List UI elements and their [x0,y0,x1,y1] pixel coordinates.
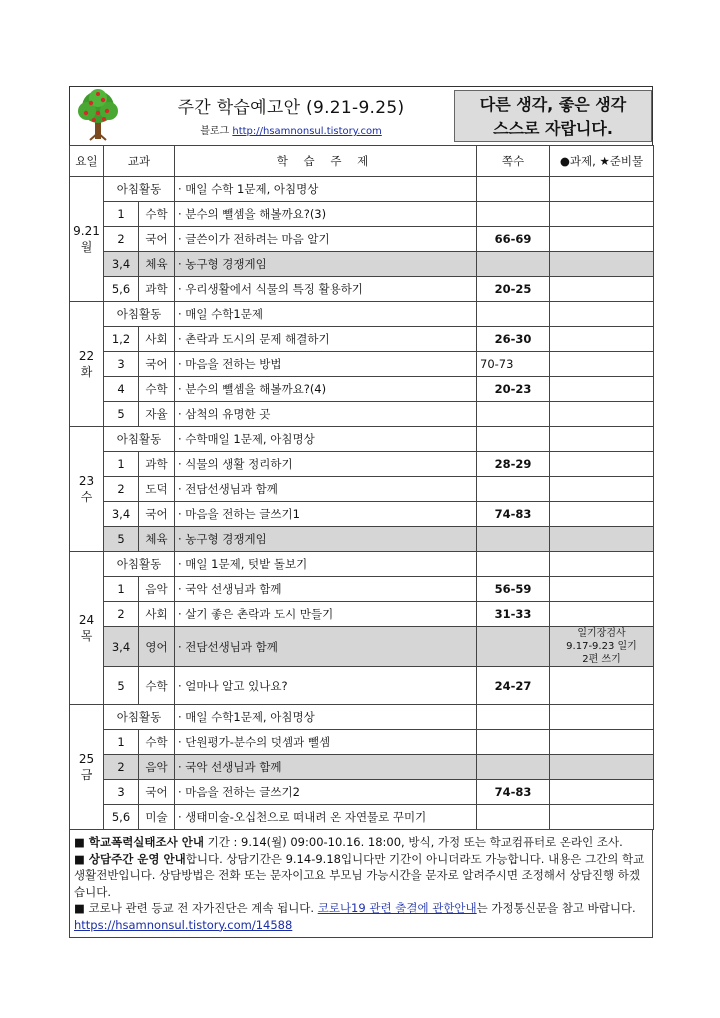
notes-cell [550,780,654,805]
period-cell: 1 [104,577,139,602]
motto-line-1: 다른 생각, 좋은 생각 [479,95,627,114]
table-row [70,755,654,780]
period-cell: 3 [104,780,139,805]
period-cell: 3 [104,352,139,377]
table-row [70,667,654,705]
notes-cell [550,552,654,577]
notes-cell [550,277,654,302]
subject-cell: 국어 [139,502,175,527]
subject-cell: 과학 [139,277,175,302]
notes-cell [550,202,654,227]
notice-2-text: 합니다. 상담기간은 9.14-9.18입니다만 기간이 아니더라도 가능합니다. 내용은 그간의 학교생활전반입니다. 상담방법은 전화 또는 문자이고요 부모님 가능시간을 문자로 알려주시면 조정해서 상담진행 하겠습니다. [74,851,645,899]
table-row [70,402,654,427]
pages-cell: 24-27 [477,667,550,705]
period-cell: 아침활동 [104,177,175,202]
topic-cell: · 분수의 뺄셈을 해볼까요?(4) [175,377,477,402]
notes-cell [550,627,654,667]
pages-cell: 74-83 [477,780,550,805]
pages-cell [477,527,550,552]
col-header-day: 요일 [70,146,104,177]
period-cell: 3,4 [104,502,139,527]
motto-line-2: 스스로 자랍니다. [493,119,613,138]
table-row [70,452,654,477]
topic-cell: · 생태미술-오십천으로 떠내려 온 자연물로 꾸미기 [175,805,477,830]
day-cell [70,427,104,552]
subject-cell: 수학 [139,667,175,705]
notes-cell [550,427,654,452]
period-cell: 5 [104,402,139,427]
table-row [70,730,654,755]
period-cell: 3,4 [104,627,139,667]
notes-cell [550,527,654,552]
pages-cell [477,705,550,730]
subject-cell: 체육 [139,252,175,277]
col-header-notes: ●과제, ★준비물 [550,146,654,177]
notes-cell [550,352,654,377]
table-row [70,302,654,327]
document-header [69,86,653,145]
period-cell: 아침활동 [104,705,175,730]
subject-cell: 도덕 [139,477,175,502]
table-row [70,552,654,577]
notes-cell [550,402,654,427]
table-row [70,252,654,277]
pages-cell [477,427,550,452]
notice-3-text: ■ 코로나 관련 등교 전 자가진단은 계속 됩니다. [74,901,318,915]
period-cell: 5,6 [104,277,139,302]
table-row [70,327,654,352]
day-cell [70,177,104,302]
topic-cell: · 삼척의 유명한 곳 [175,402,477,427]
period-cell: 2 [104,755,139,780]
table-row [70,577,654,602]
topic-cell: · 마음을 전하는 방법 [175,352,477,377]
subject-cell: 음악 [139,755,175,780]
day-weekday: 수 [80,490,93,504]
table-row [70,705,654,730]
notices-section [69,830,653,938]
page-title: 주간 학습예고안 (9.21-9.25) [177,98,405,118]
notes-cell [550,452,654,477]
table-row [70,377,654,402]
period-cell: 1 [104,452,139,477]
day-weekday: 월 [80,240,93,254]
period-cell: 3,4 [104,252,139,277]
topic-cell: · 매일 수학 1문제, 아침명상 [175,177,477,202]
topic-cell: · 살기 좋은 촌락과 도시 만들기 [175,602,477,627]
subject-cell: 사회 [139,327,175,352]
period-cell: 2 [104,602,139,627]
pages-cell [477,402,550,427]
homework-note-line: 일기장검사 [577,628,626,639]
schedule-table [69,145,654,830]
subject-cell: 수학 [139,730,175,755]
subject-cell: 수학 [139,377,175,402]
subject-cell: 사회 [139,602,175,627]
topic-cell: · 전담선생님과 함께 [175,627,477,667]
day-date: 23 [78,474,95,488]
topic-cell: · 단원평가-분수의 덧셈과 뺄셈 [175,730,477,755]
motto-box [454,90,652,142]
period-cell: 5,6 [104,805,139,830]
table-row [70,352,654,377]
topic-cell: · 국악 선생님과 함께 [175,577,477,602]
day-cell [70,302,104,427]
topic-cell: · 매일 수학1문제 [175,302,477,327]
subject-cell: 국어 [139,227,175,252]
table-row [70,202,654,227]
table-row [70,780,654,805]
table-row [70,805,654,830]
subject-cell: 국어 [139,352,175,377]
notes-cell [550,667,654,705]
pages-cell: 66-69 [477,227,550,252]
subject-cell: 국어 [139,780,175,805]
subject-cell: 음악 [139,577,175,602]
topic-cell: · 식물의 생활 정리하기 [175,452,477,477]
notes-cell [550,177,654,202]
topic-cell: · 촌락과 도시의 문제 해결하기 [175,327,477,352]
period-cell: 2 [104,227,139,252]
notes-cell [550,377,654,402]
pages-cell [477,755,550,780]
pages-cell: 28-29 [477,452,550,477]
period-cell: 1,2 [104,327,139,352]
col-header-subject: 교과 [104,146,175,177]
col-header-pages: 쪽수 [477,146,550,177]
topic-cell: · 농구형 경쟁게임 [175,527,477,552]
topic-cell: · 마음을 전하는 글쓰기2 [175,780,477,805]
pages-cell [477,302,550,327]
notice-1-text: 기간 : 9.14(월) 09:00-10.16. 18:00, 방식, 가정 또는 학교컴퓨터로 온라인 조사. [203,835,623,849]
period-cell: 4 [104,377,139,402]
weekly-plan-document [69,86,653,938]
notes-cell [550,705,654,730]
pages-cell: 31-33 [477,602,550,627]
pages-cell: 70-73 [477,352,550,377]
notice-covid [74,900,648,933]
notes-cell [550,602,654,627]
blog-line [130,122,452,137]
covid-attendance-link[interactable]: 코로나19 관련 출결에 관한안내 [317,901,477,915]
pages-cell [477,177,550,202]
notes-cell [550,327,654,352]
pages-cell [477,252,550,277]
homework-note-line: 9.17-9.23 일기 [566,641,637,652]
subject-cell: 과학 [139,452,175,477]
pages-cell [477,202,550,227]
schedule-body [70,177,654,830]
day-weekday: 화 [80,365,93,379]
notes-cell [550,302,654,327]
period-cell: 아침활동 [104,427,175,452]
pages-cell: 56-59 [477,577,550,602]
pages-cell: 20-23 [477,377,550,402]
homework-note-line: 2편 쓰기 [582,654,621,665]
table-row [70,502,654,527]
topic-cell: · 마음을 전하는 글쓰기1 [175,502,477,527]
period-cell: 1 [104,202,139,227]
day-date: 25 [78,752,95,766]
period-cell: 5 [104,527,139,552]
day-cell [70,705,104,830]
topic-cell: · 농구형 경쟁게임 [175,252,477,277]
pages-cell [477,552,550,577]
topic-cell: · 수학매일 1문제, 아침명상 [175,427,477,452]
table-row [70,277,654,302]
table-row [70,477,654,502]
table-row [70,227,654,252]
day-cell [70,552,104,705]
table-row [70,177,654,202]
pages-cell: 20-25 [477,277,550,302]
blog-prefix: 블로그 [200,126,233,137]
col-header-topic: 학 습 주 제 [175,146,477,177]
day-weekday: 금 [80,768,93,782]
table-row [70,602,654,627]
period-cell: 1 [104,730,139,755]
topic-cell: · 매일 1문제, 텃밭 돌보기 [175,552,477,577]
topic-cell: · 분수의 뺄셈을 해볼까요?(3) [175,202,477,227]
pages-cell [477,730,550,755]
pages-cell [477,805,550,830]
day-weekday: 목 [80,629,93,643]
topic-cell: · 전담선생님과 함께 [175,477,477,502]
period-cell: 2 [104,477,139,502]
notice-violence-survey [74,834,648,851]
notes-cell [550,227,654,252]
notes-cell [550,730,654,755]
topic-cell: · 국악 선생님과 함께 [175,755,477,780]
notes-cell [550,755,654,780]
subject-cell: 수학 [139,202,175,227]
day-date: 24 [78,613,95,627]
table-row [70,627,654,667]
notice-1-heading: ■ 학교폭력실태조사 안내 [74,835,204,849]
topic-cell: · 얼마나 알고 있나요? [175,667,477,705]
notes-cell [550,577,654,602]
notice-url-link[interactable]: https://hsamnonsul.tistory.com/14588 [74,917,293,932]
day-date: 9.21 [73,224,100,238]
pages-cell: 26-30 [477,327,550,352]
notes-cell [550,252,654,277]
notes-cell [550,477,654,502]
table-row [70,427,654,452]
pages-cell [477,477,550,502]
topic-cell: · 매일 수학1문제, 아침명상 [175,705,477,730]
day-date: 22 [78,349,95,363]
period-cell: 아침활동 [104,302,175,327]
topic-cell: · 글쓴이가 전하려는 마음 알기 [175,227,477,252]
pages-cell [477,627,550,667]
subject-cell: 영어 [139,627,175,667]
period-cell: 아침활동 [104,552,175,577]
pages-cell: 74-83 [477,502,550,527]
subject-cell: 자율 [139,402,175,427]
notice-3-text-2: 는 가정통신문을 참고 바랍니다. [476,901,636,915]
subject-cell: 미술 [139,805,175,830]
notice-2-heading: ■ 상담주간 운영 안내 [74,851,186,866]
blog-link[interactable]: http://hsamnonsul.tistory.com [232,126,382,137]
notice-counseling [74,851,648,901]
subject-cell: 체육 [139,527,175,552]
period-cell: 5 [104,667,139,705]
notes-cell [550,805,654,830]
apple-tree-icon [74,89,122,141]
table-header-row [70,146,654,177]
topic-cell: · 우리생활에서 식물의 특징 활용하기 [175,277,477,302]
notes-cell [550,502,654,527]
table-row [70,527,654,552]
